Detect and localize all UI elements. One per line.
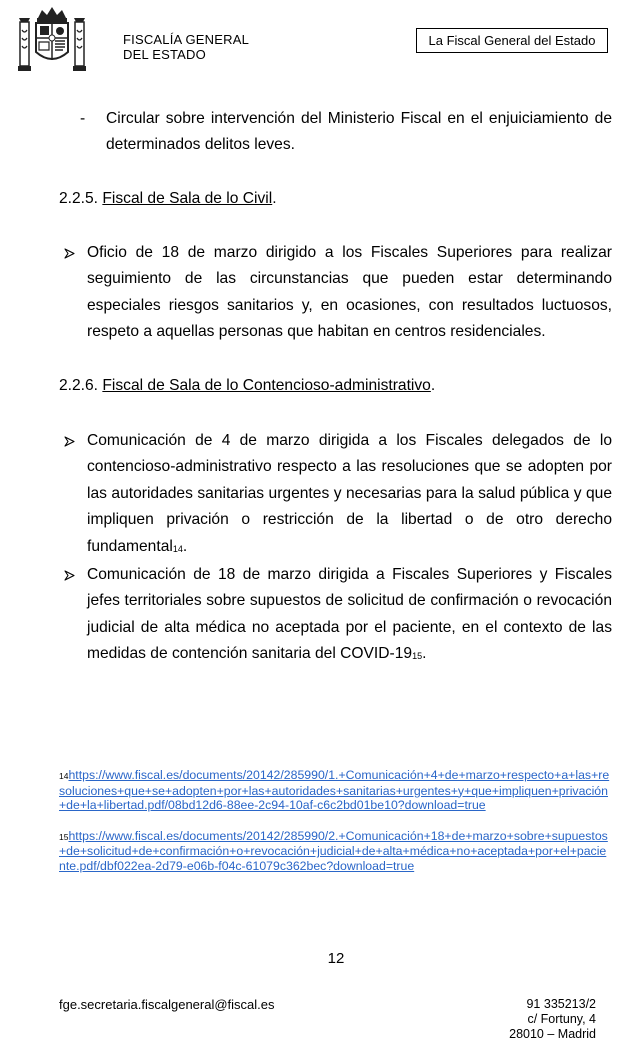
footnote-link[interactable]: https://www.fiscal.es/documents/20142/285990/1.+Comunicación+4+de+marzo+respecto+a+las+resoluciones+que+se+adopten+por+las+autoridades+sanitarias+urgentes+y+que+impliquen+privación+de+la+libertad.pdf/08bd12d6-88ee-2c94-10af-c6c2bd01be10?download=true: [59, 768, 610, 813]
arrow-bullet-icon: [63, 240, 77, 266]
arrow-bullet-icon: [63, 428, 77, 454]
bullet-item-civil: [63, 240, 612, 346]
dash-marker: -: [80, 110, 86, 127]
bullet-text: [87, 428, 612, 562]
footnote-reference-15[interactable]: 15: [412, 651, 423, 662]
page-header: [0, 0, 638, 90]
section-title: Fiscal de Sala de lo Contencioso-administrativo: [102, 377, 431, 394]
arrow-bullet-icon: [63, 562, 77, 588]
page-number: 12: [327, 950, 345, 967]
footer-street: c/ Fortuny, 4: [527, 1012, 596, 1026]
bullet-item-contencioso-2: [63, 562, 612, 670]
footer-phone: 91 335213/2: [526, 997, 596, 1011]
bullet-item-contencioso-1: [63, 428, 612, 562]
section-period: .: [430, 377, 436, 394]
section-number: 2.2.6.: [59, 377, 99, 394]
org-line-1: FISCALÍA GENERAL: [123, 32, 250, 47]
organization-name: [123, 32, 249, 62]
footnote-15: [59, 829, 611, 874]
bullet-text: [87, 562, 612, 670]
dash-list-item: [80, 106, 612, 159]
bullet-end: .: [182, 537, 188, 555]
footnote-number: 15: [59, 831, 69, 842]
footnote-14: [59, 768, 611, 813]
section-heading-2-2-5: [59, 189, 277, 209]
footnote-number: 14: [59, 771, 69, 781]
bullet-body: Comunicación de 18 de marzo dirigida a Fiscales Superiores y Fiscales jefes territoriales sobre supuestos de solicitud de confirmación o revocación judicial de alta médica no aceptada por el paciente, en el contexto de las medidas de contención sanitaria del COVID-19: [87, 566, 612, 663]
footnote-link[interactable]: https://www.fiscal.es/documents/20142/285990/2.+Comunicación+18+de+marzo+sobre+supuestos+de+solicitud+de+confirmación+o+revocación+judicial+de+alta+médica+no+aceptada+por+el+paciente.pdf/dbf022ea-2d79-e06b-f04c-61079c362bec?download=true: [59, 828, 608, 873]
bullet-body: Comunicación de 4 de marzo dirigida a los Fiscales delegados de lo contencioso-administrativo respecto a las resoluciones que se adopten por las autoridades sanitarias urgentes y necesarias para la salud pública y que impliquen privación o restricción de la libertad o de otro derecho fundamental: [87, 432, 612, 555]
section-title: Fiscal de Sala de lo Civil: [102, 190, 273, 207]
org-line-2: DEL ESTADO: [123, 47, 206, 62]
bullet-text: Oficio de 18 de marzo dirigido a los Fiscales Superiores para realizar seguimiento de las circunstancias que pueden estar determinando especiales riesgos sanitarios y, en ocasiones, con resultados luctuosos, respeto a aquellas personas que habitan en centros residenciales.: [87, 244, 612, 341]
coat-of-arms-icon: [16, 4, 88, 76]
section-heading-2-2-6: [59, 376, 435, 396]
footer-email[interactable]: fge.secretaria.fiscalgeneral@fiscal.es: [59, 997, 275, 1012]
footer-city: 28010 – Madrid: [509, 1027, 596, 1041]
section-number: 2.2.5.: [59, 190, 99, 207]
bullet-end: .: [422, 645, 427, 663]
footer-address: [509, 997, 596, 1042]
section-period: .: [272, 190, 277, 207]
header-badge: La Fiscal General del Estado: [416, 28, 608, 53]
footnotes: [59, 768, 611, 874]
footnote-reference-14[interactable]: 14: [172, 543, 183, 554]
dash-item-text: Circular sobre intervención del Ministerio Fiscal en el enjuiciamiento de determinados delitos leves.: [106, 110, 612, 154]
